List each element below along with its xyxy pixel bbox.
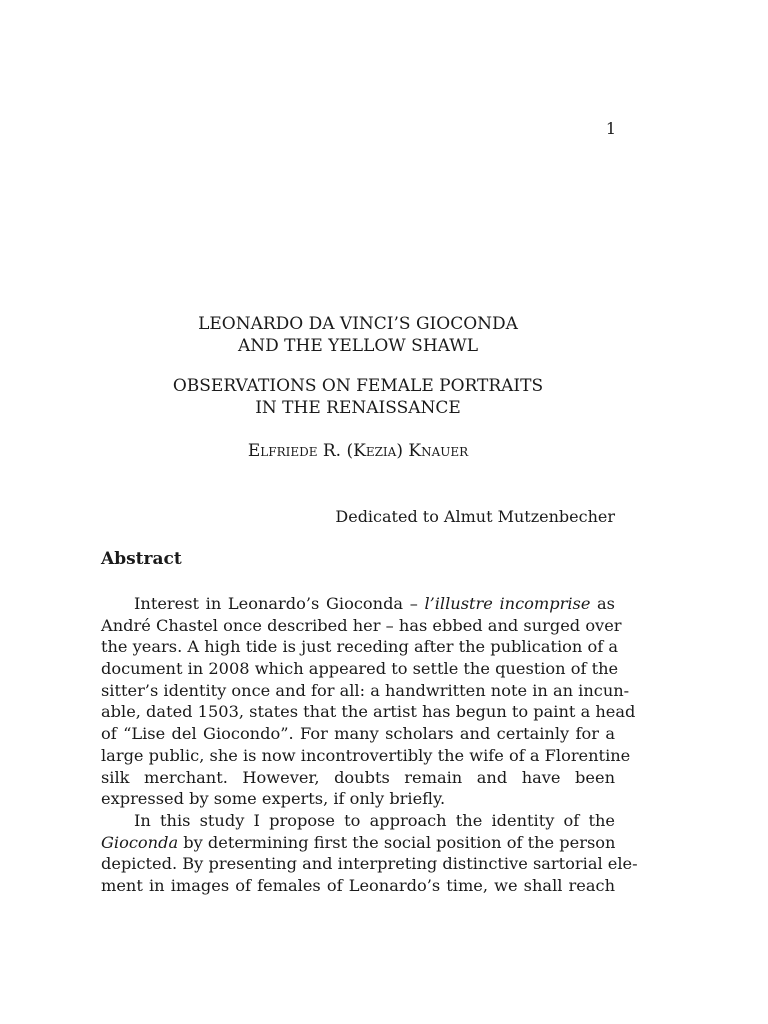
paragraph-1-line-9: silk merchant. However, doubts remain and have been [101,767,615,787]
paragraph-1-line-2: André Chastel once described her – has ebbed and surged over [101,615,622,635]
subtitle-line-2: IN THE RENAISSANCE [255,398,461,418]
title-line-2: AND THE YELLOW SHAWL [237,336,478,356]
paragraph-2-line-2 [101,832,615,854]
text-run: by determining first the social position of the person [178,832,616,852]
paragraph-1-line-3: the years. A high tide is just receding after the publication of a [101,637,618,657]
paragraph-1-line-6: able, dated 1503, states that the artist has begun to paint a head [101,702,636,722]
text-run: as [590,594,615,613]
paragraph-1-line-4: document in 2008 which appeared to settle the question of the [101,659,619,679]
paragraph-1-line-7: of “Lise del Giocondo”. For many scholars and certainly for a [101,724,615,744]
abstract-body [101,593,638,897]
author-name: Elfriede R. (Kezia) Knauer [247,441,469,461]
text-run: Interest in Leonardo’s Gioconda – [134,594,425,613]
paragraph-1-line-1 [101,593,615,615]
subtitle-line-1: OBSERVATIONS ON FEMALE PORTRAITS [172,376,544,396]
paragraph-2-line-1: In this study I propose to approach the identity of the [134,810,615,830]
article-subtitle [101,375,615,419]
paragraph-1-line-8: large public, she is now incontrovertibly the wife of a Florentine [101,745,631,765]
page-number: 1 [605,119,616,138]
dedication: Dedicated to Almut Mutzenbecher [335,507,615,526]
article-title [101,313,615,357]
italic-phrase: l’illustre incomprise [424,594,591,613]
title-line-1: LEONARDO DA VINCI’S GIOCONDA [198,314,518,334]
paragraph-2-line-3: depicted. By presenting and interpreting distinctive sartorial ele- [101,854,638,874]
abstract-heading: Abstract [101,549,182,569]
paragraph-2-line-4: ment in images of females of Leonardo’s time, we shall reach [101,875,615,895]
paragraph-1-line-5: sitter’s identity once and for all: a handwritten note in an incun- [101,680,630,700]
paragraph-1-line-10: expressed by some experts, if only briefly. [101,789,446,809]
italic-phrase: Gioconda [101,832,179,852]
